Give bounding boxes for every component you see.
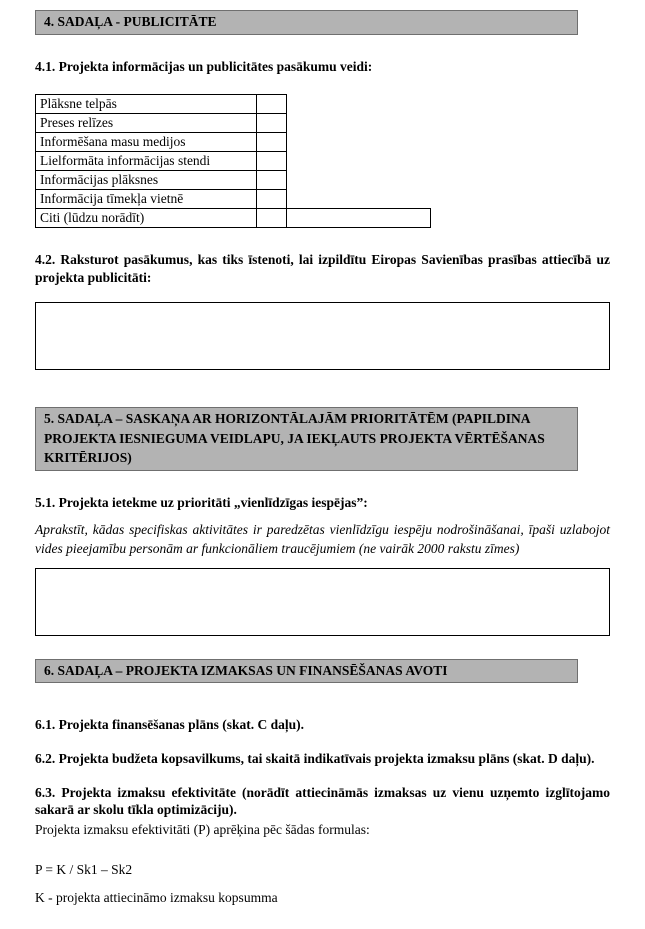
table-row: [36, 133, 431, 152]
checkbox-cell[interactable]: [257, 95, 287, 114]
row-label: Informācijas plāksnes: [36, 171, 257, 190]
section-6-header: 6. SADAĻA – PROJEKTA IZMAKSAS UN FINANSĒŠANAS AVOTI: [35, 659, 578, 684]
equal-opportunities-textarea[interactable]: [35, 568, 610, 636]
row-label: Citi (lūdzu norādīt): [36, 209, 257, 228]
row-label: Preses relīzes: [36, 114, 257, 133]
item-5-1-title: 5.1. Projekta ietekme uz prioritāti „vienlīdzīgas iespējas”:: [35, 494, 368, 510]
checkbox-cell[interactable]: [257, 114, 287, 133]
table-row: [36, 152, 431, 171]
item-5-1-note: Aprakstīt, kādas specifiskas aktivitātes ir paredzētas vienlīdzīgu iespēju nodrošināšanai, īpaši uzlabojot vides pieejamību personām ar funkcionāliem traucējumiem (ne vairāk 2000 rakstu zīmes): [35, 522, 610, 556]
section-4-header: 4. SADAĻA - PUBLICITĀTE: [35, 10, 578, 35]
item-6-1-title: 6.1. Projekta finansēšanas plāns (skat. C daļu).: [35, 717, 305, 733]
item-4-2-title: 4.2. Raksturot pasākumus, kas tiks īstenoti, lai izpildītu Eiropas Savienības prasības attiecībā uz projekta publicitāti:: [35, 252, 610, 285]
checkbox-cell[interactable]: [257, 190, 287, 209]
other-specify-cell[interactable]: [287, 209, 431, 228]
table-row: [36, 95, 431, 114]
item-6-2-title: 6.2. Projekta budžeta kopsavilkums, tai skaitā indikatīvais projekta izmaksu plāns (skat. D daļu).: [35, 750, 595, 766]
formula-intro: Projekta izmaksu efektivitāti (P) aprēķina pēc šādas formulas:: [35, 821, 370, 837]
row-label: Plāksne telpās: [36, 95, 257, 114]
publicity-types-table: [35, 94, 431, 228]
table-row: [36, 190, 431, 209]
publicity-measures-textarea[interactable]: [35, 302, 610, 370]
checkbox-cell[interactable]: [257, 133, 287, 152]
table-row: [36, 171, 431, 190]
table-row: [36, 209, 431, 228]
checkbox-cell[interactable]: [257, 171, 287, 190]
item-4-1-title: 4.1. Projekta informācijas un publicitātes pasākumu veidi:: [35, 58, 373, 74]
checkbox-cell[interactable]: [257, 209, 287, 228]
item-6-3-title: 6.3. Projekta izmaksu efektivitāte (norādīt attiecināmās izmaksas uz vienu uzņemto izglītojamo sakarā ar skolu tīkla optimizāciju).: [35, 784, 610, 818]
row-label: Informācija tīmekļa vietnē: [36, 190, 257, 209]
k-definition: K - projekta attiecināmo izmaksu kopsumma: [35, 889, 278, 905]
formula: P = K / Sk1 – Sk2: [35, 862, 133, 878]
row-label: Lielformāta informācijas stendi: [36, 152, 257, 171]
row-label: Informēšana masu medijos: [36, 133, 257, 152]
checkbox-cell[interactable]: [257, 152, 287, 171]
table-row: [36, 114, 431, 133]
section-5-header: 5. SADAĻA – SASKAŅA AR HORIZONTĀLAJĀM PRIORITĀTĒM (PAPILDINA PROJEKTA IESNIEGUMA VEIDLAPU, JA IEKĻAUTS PROJEKTA VĒRTĒŠANAS KRITĒRIJOS): [35, 407, 578, 471]
